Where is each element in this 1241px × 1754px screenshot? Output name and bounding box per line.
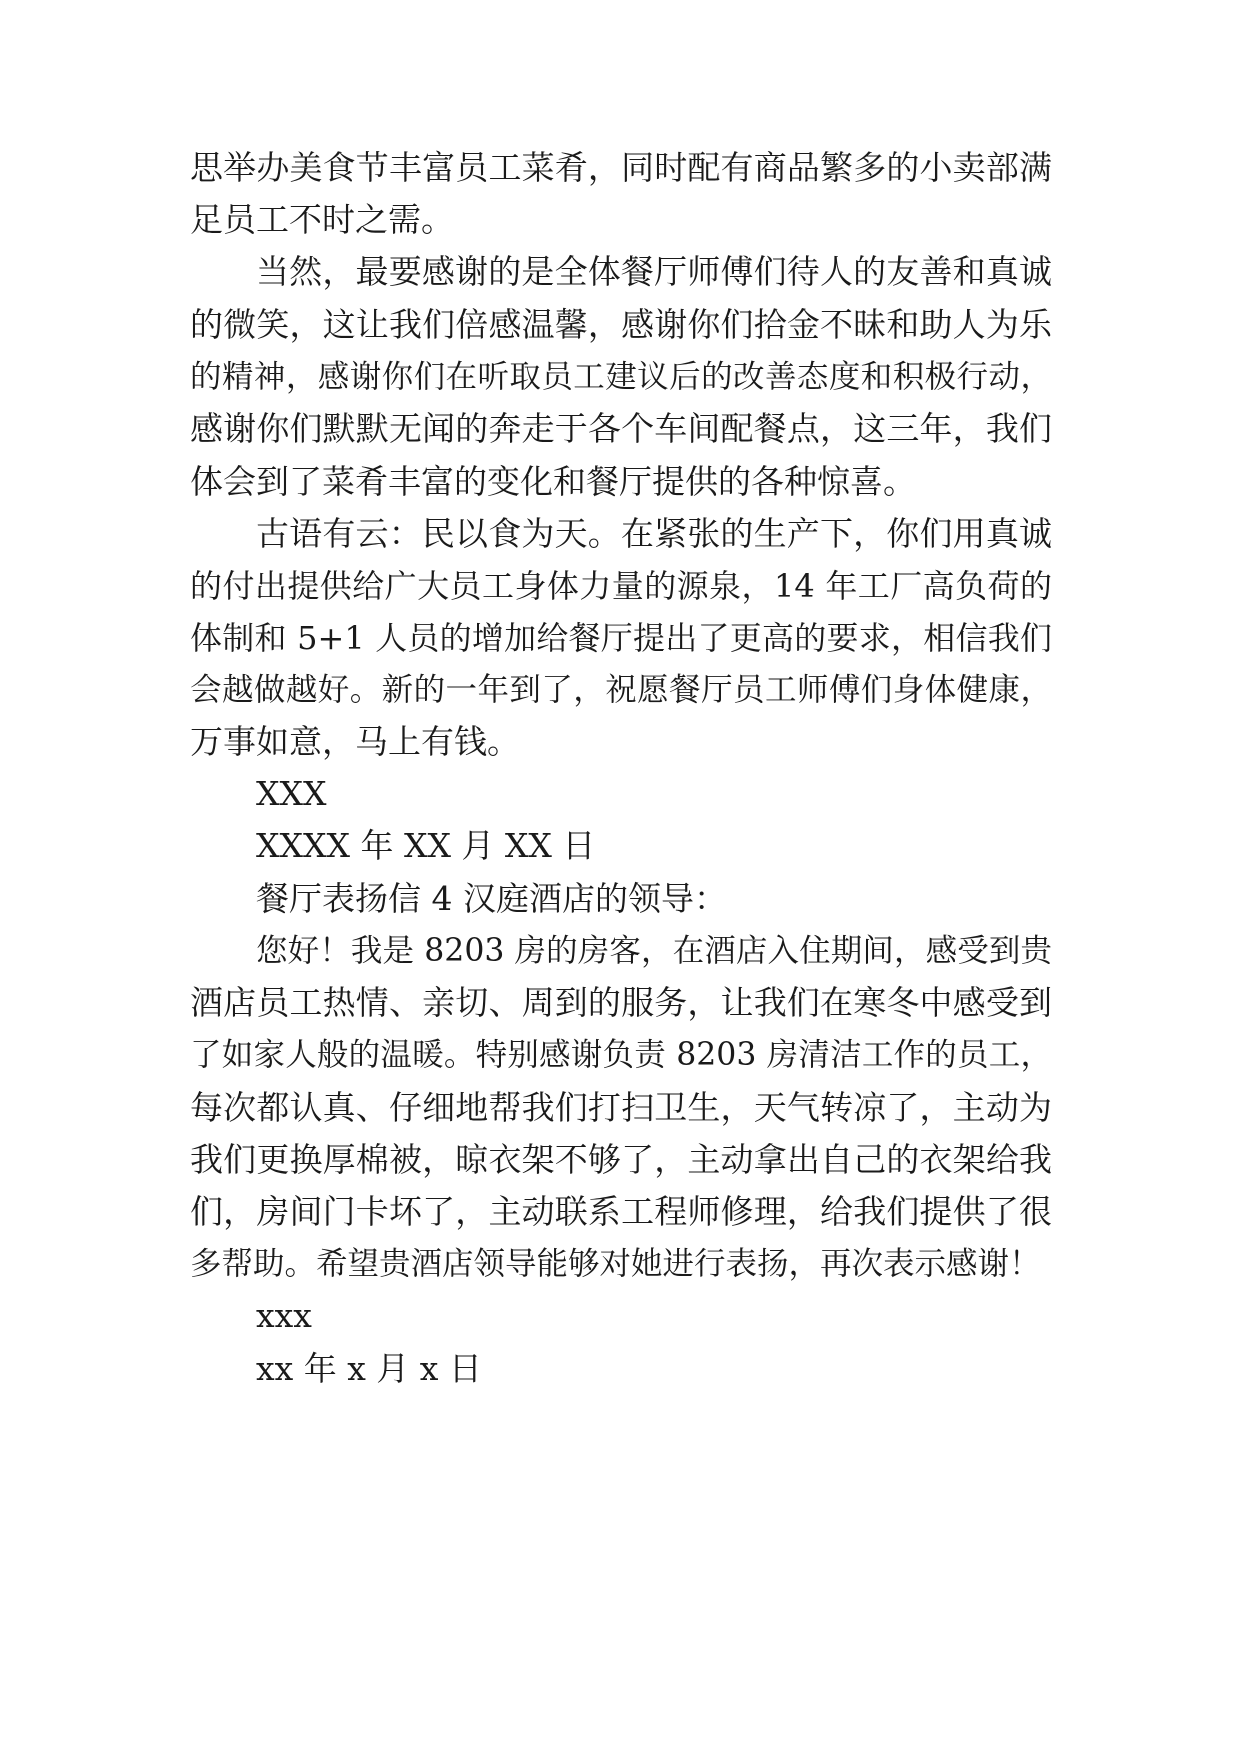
paragraph-2-line-4: 感谢你们默默无闻的奔走于各个车间配餐点，这三年，我们: [190, 409, 1052, 448]
paragraph-3-line-4: 会越做越好。新的一年到了，祝愿餐厅员工师傅们身体健康，: [190, 672, 1052, 708]
paragraph-2-line-1: 当然，最要感谢的是全体餐厅师傅们待人的友善和真诚: [256, 252, 1052, 291]
paragraph-4-line-7: 多帮助。希望贵酒店领导能够对她进行表扬，再次表示感谢！: [190, 1246, 1041, 1282]
paragraph-4-line-1: 您好！我是 8203 房的房客，在酒店入住期间，感受到贵: [256, 933, 1052, 969]
paragraph-4-line-6: 们，房间门卡坏了，主动联系工程师修理，给我们提供了很: [190, 1192, 1052, 1231]
paragraph-4-line-5: 我们更换厚棉被，晾衣架不够了，主动拿出自己的衣架给我: [190, 1140, 1052, 1179]
signature-1-date: XXXX 年 XX 月 XX 日: [256, 826, 596, 865]
paragraph-3-line-1: 古语有云：民以食为天。在紧张的生产下，你们用真诚: [256, 514, 1052, 553]
paragraph-1-line-1: 思举办美食节丰富员工菜肴，同时配有商品繁多的小卖部满: [190, 148, 1052, 187]
paragraph-3-line-2: 的付出提供给广大员工身体力量的源泉，14 年工厂高负荷的: [190, 567, 1052, 605]
signature-2-name: xxx: [256, 1296, 312, 1335]
paragraph-3-line-5: 万事如意，马上有钱。: [190, 722, 520, 761]
signature-2-date: xx 年 x 月 x 日: [256, 1349, 482, 1388]
letter-4-heading: 餐厅表扬信 4 汉庭酒店的领导：: [256, 879, 727, 918]
signature-1-name: XXX: [256, 774, 327, 813]
paragraph-1-line-2: 足员工不时之需。: [190, 200, 454, 239]
paragraph-2-line-5: 体会到了菜肴丰富的变化和餐厅提供的各种惊喜。: [190, 462, 916, 501]
paragraph-4-line-4: 每次都认真、仔细地帮我们打扫卫生，天气转凉了，主动为: [190, 1088, 1052, 1127]
paragraph-2-line-3: 的精神，感谢你们在听取员工建议后的改善态度和积极行动，: [190, 359, 1052, 395]
paragraph-4-line-2: 酒店员工热情、亲切、周到的服务，让我们在寒冬中感受到: [190, 983, 1052, 1022]
paragraph-2-line-2: 的微笑，这让我们倍感温馨，感谢你们拾金不昧和助人为乐: [190, 305, 1052, 344]
paragraph-3-line-3: 体制和 5+1 人员的增加给餐厅提出了更高的要求，相信我们: [190, 619, 1052, 657]
paragraph-4-line-3: 了如家人般的温暖。特别感谢负责 8203 房清洁工作的员工，: [190, 1037, 1052, 1073]
